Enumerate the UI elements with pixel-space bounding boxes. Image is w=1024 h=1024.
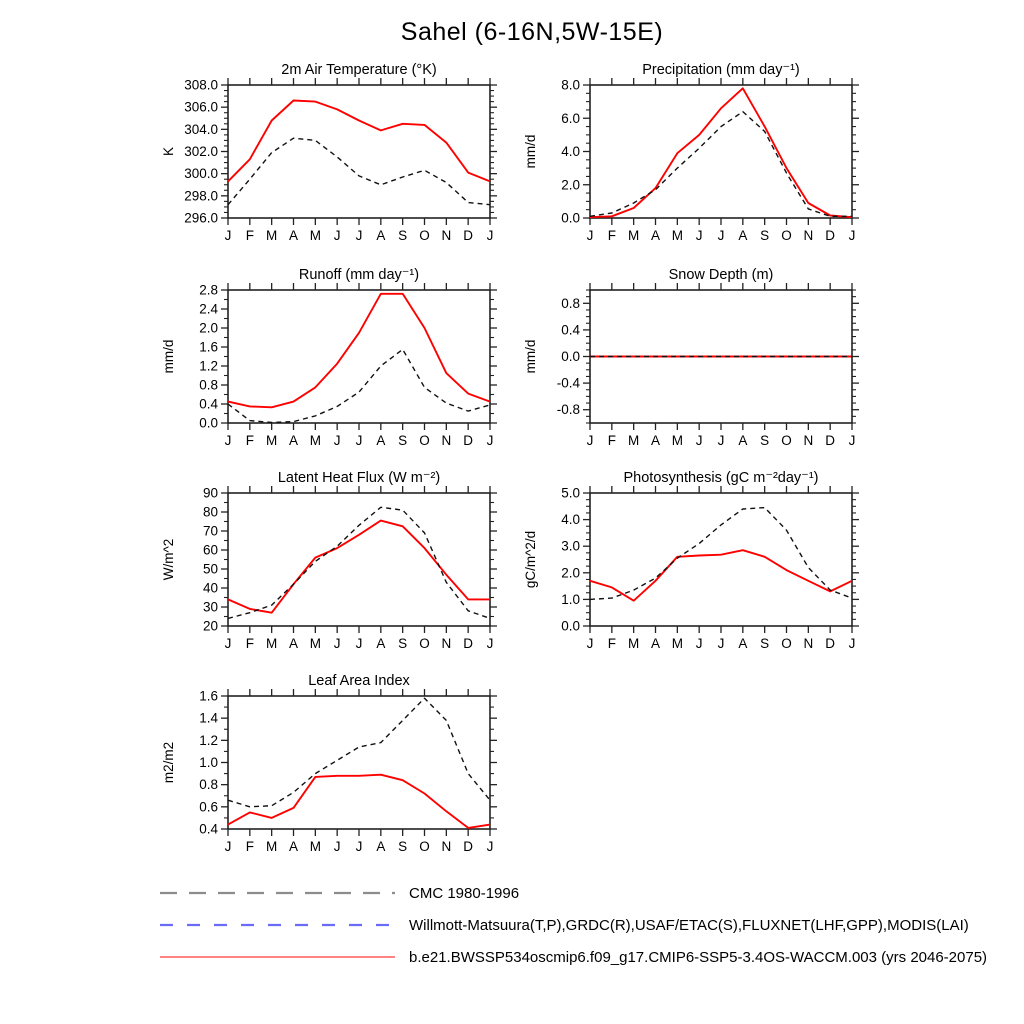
x-tick-label: A xyxy=(738,228,748,243)
plot-frame xyxy=(228,290,490,423)
x-tick-label: A xyxy=(288,433,299,448)
series-observations-line xyxy=(590,508,852,600)
y-tick-label: 0.4 xyxy=(199,396,218,412)
series-model-line xyxy=(228,521,490,613)
x-tick-label: N xyxy=(803,228,814,243)
y-tick-label: 1.0 xyxy=(561,591,580,607)
y-tick-label: 296.0 xyxy=(184,210,218,226)
y-tick-label: 8.0 xyxy=(561,77,580,93)
y-tick-label: 80 xyxy=(202,504,218,520)
x-tick-label: D xyxy=(825,433,836,448)
x-tick-label: D xyxy=(463,636,474,651)
legend-line-model-icon xyxy=(160,953,395,961)
x-tick-label: A xyxy=(650,433,661,448)
chart-photosynthesis xyxy=(510,465,870,665)
x-tick-label: J xyxy=(333,433,341,448)
legend-item-cmc xyxy=(160,877,987,909)
y-axis-label: m2/m2 xyxy=(161,741,176,784)
x-tick-label: M xyxy=(628,228,640,243)
series-observations-line xyxy=(228,349,490,422)
y-tick-label: 2.4 xyxy=(199,301,218,317)
x-tick-label: M xyxy=(628,636,640,651)
legend-line-willmott-icon xyxy=(160,921,395,929)
x-tick-label: J xyxy=(486,636,494,651)
x-tick-label: O xyxy=(781,228,792,243)
x-tick-label: N xyxy=(441,433,452,448)
x-tick-label: F xyxy=(245,228,254,243)
y-tick-label: 40 xyxy=(202,580,218,596)
y-tick-label: 1.6 xyxy=(199,688,218,704)
x-tick-label: S xyxy=(398,228,408,243)
x-tick-label: J xyxy=(586,433,594,448)
plot-frame xyxy=(590,85,852,218)
y-tick-label: 90 xyxy=(202,485,218,501)
series-model-line xyxy=(228,101,490,182)
x-tick-label: M xyxy=(309,839,321,854)
x-tick-label: M xyxy=(671,228,683,243)
y-tick-label: 304.0 xyxy=(184,121,218,137)
y-tick-label: 2.8 xyxy=(199,282,218,298)
panel-title: Leaf Area Index xyxy=(308,673,410,689)
x-tick-label: J xyxy=(486,433,494,448)
y-tick-label: 6.0 xyxy=(561,110,580,126)
x-tick-label: A xyxy=(288,636,299,651)
x-tick-label: N xyxy=(441,636,452,651)
x-tick-label: J xyxy=(695,636,703,651)
y-tick-label: 306.0 xyxy=(184,99,218,115)
y-tick-label: 0.0 xyxy=(199,415,218,431)
x-tick-label: O xyxy=(781,433,792,448)
x-tick-label: F xyxy=(607,433,616,448)
x-tick-label: M xyxy=(309,636,321,651)
x-tick-label: N xyxy=(803,636,814,651)
x-tick-label: J xyxy=(224,839,232,854)
y-axis-label: mm/d xyxy=(523,134,538,169)
x-tick-label: J xyxy=(695,433,703,448)
y-tick-label: 2.0 xyxy=(561,177,580,193)
y-tick-label: 1.2 xyxy=(199,358,218,374)
legend xyxy=(160,877,987,973)
series-observations-line xyxy=(228,698,490,807)
x-tick-label: D xyxy=(825,228,836,243)
x-tick-label: D xyxy=(463,433,474,448)
x-tick-label: J xyxy=(224,636,232,651)
x-tick-label: M xyxy=(671,636,683,651)
y-axis-label: K xyxy=(161,146,176,157)
x-tick-label: S xyxy=(760,228,770,243)
y-tick-label: 0.6 xyxy=(199,799,218,815)
y-tick-label: 0.4 xyxy=(199,821,218,837)
chart-runoff xyxy=(148,262,508,462)
x-tick-label: A xyxy=(738,433,748,448)
x-tick-label: J xyxy=(717,228,725,243)
panel-title: Photosynthesis (gC m⁻²day⁻¹) xyxy=(623,470,819,486)
x-tick-label: D xyxy=(463,228,474,243)
y-tick-label: 308.0 xyxy=(184,77,218,93)
x-tick-label: J xyxy=(333,839,341,854)
x-tick-label: F xyxy=(607,228,616,243)
y-tick-label: 300.0 xyxy=(184,166,218,182)
x-tick-label: M xyxy=(309,433,321,448)
x-tick-label: A xyxy=(376,839,386,854)
y-tick-label: 2.0 xyxy=(199,320,218,336)
x-tick-label: J xyxy=(224,228,232,243)
x-tick-label: J xyxy=(586,228,594,243)
x-tick-label: A xyxy=(738,636,748,651)
y-tick-label: 298.0 xyxy=(184,188,218,204)
x-tick-label: J xyxy=(355,433,363,448)
legend-item-willmott-matsuura xyxy=(160,909,987,941)
x-tick-label: S xyxy=(760,636,770,651)
chart-leaf-area-index xyxy=(148,668,508,868)
x-tick-label: M xyxy=(266,636,278,651)
x-tick-label: A xyxy=(288,839,299,854)
y-tick-label: 0.8 xyxy=(561,295,580,311)
y-tick-label: 0.8 xyxy=(199,777,218,793)
y-tick-label: 1.0 xyxy=(199,755,218,770)
x-tick-label: O xyxy=(419,839,430,854)
y-tick-label: -0.4 xyxy=(556,375,580,391)
figure-title: Sahel (6-16N,5W-15E) xyxy=(400,18,664,46)
x-tick-label: N xyxy=(803,433,814,448)
chart-precipitation xyxy=(510,57,870,257)
x-tick-label: O xyxy=(419,433,430,448)
panel-title: Precipitation (mm day⁻¹) xyxy=(642,62,800,78)
x-tick-label: M xyxy=(628,433,640,448)
series-model-line xyxy=(590,88,852,217)
y-tick-label: 3.0 xyxy=(561,538,580,554)
y-tick-label: 1.6 xyxy=(199,339,218,355)
y-tick-label: 0.4 xyxy=(561,322,580,338)
y-tick-label: 2.0 xyxy=(561,565,580,581)
x-tick-label: M xyxy=(266,228,278,243)
y-tick-label: 1.4 xyxy=(199,710,218,726)
x-tick-label: F xyxy=(245,839,254,854)
x-tick-label: O xyxy=(419,636,430,651)
x-tick-label: D xyxy=(825,636,836,651)
x-tick-label: A xyxy=(376,228,386,243)
panel-title: Latent Heat Flux (W m⁻²) xyxy=(277,470,441,486)
x-tick-label: S xyxy=(398,433,408,448)
x-tick-label: A xyxy=(376,433,386,448)
y-tick-label: -0.8 xyxy=(556,402,580,418)
x-tick-label: J xyxy=(586,636,594,651)
x-tick-label: N xyxy=(441,228,452,243)
y-tick-label: 50 xyxy=(202,561,218,577)
y-tick-label: 4.0 xyxy=(561,512,580,528)
y-tick-label: 70 xyxy=(202,523,218,539)
y-tick-label: 30 xyxy=(202,599,218,615)
y-tick-label: 302.0 xyxy=(184,144,218,159)
x-tick-label: J xyxy=(486,839,494,854)
chart-snow-depth xyxy=(510,262,870,462)
x-tick-label: J xyxy=(695,228,703,243)
panel-title: 2m Air Temperature (°K) xyxy=(281,62,437,78)
x-tick-label: J xyxy=(355,636,363,651)
plot-frame xyxy=(228,493,490,626)
x-tick-label: M xyxy=(266,433,278,448)
legend-line-cmc-icon xyxy=(160,889,395,897)
x-tick-label: J xyxy=(848,228,856,243)
x-tick-label: M xyxy=(266,839,278,854)
y-tick-label: 5.0 xyxy=(561,485,580,501)
x-tick-label: F xyxy=(245,433,254,448)
plot-frame xyxy=(228,85,490,218)
y-axis-label: gC/m^2/d xyxy=(523,530,538,589)
series-model-line xyxy=(590,550,852,601)
legend-label-model: b.e21.BWSSP534oscmip6.f09_g17.CMIP6-SSP5-3.4OS-WACCM.003 (yrs 2046-2075) xyxy=(409,948,988,966)
x-tick-label: S xyxy=(398,839,408,854)
x-tick-label: A xyxy=(650,636,661,651)
x-tick-label: J xyxy=(355,839,363,854)
y-axis-label: W/m^2 xyxy=(161,538,176,581)
series-observations-line xyxy=(228,507,490,618)
y-tick-label: 4.0 xyxy=(561,144,580,159)
y-tick-label: 20 xyxy=(202,618,218,634)
x-tick-label: S xyxy=(760,433,770,448)
x-tick-label: M xyxy=(671,433,683,448)
x-tick-label: J xyxy=(333,228,341,243)
y-tick-label: 1.2 xyxy=(199,732,218,748)
y-tick-label: 0.0 xyxy=(561,349,580,364)
x-tick-label: A xyxy=(288,228,299,243)
series-model-line xyxy=(228,294,490,408)
x-tick-label: S xyxy=(398,636,408,651)
x-tick-label: F xyxy=(607,636,616,651)
y-tick-label: 0.8 xyxy=(199,377,218,393)
x-tick-label: M xyxy=(309,228,321,243)
x-tick-label: J xyxy=(486,228,494,243)
x-tick-label: J xyxy=(224,433,232,448)
panel-title: Snow Depth (m) xyxy=(668,267,774,283)
x-tick-label: J xyxy=(848,636,856,651)
series-model-line xyxy=(228,775,490,828)
x-tick-label: N xyxy=(441,839,452,854)
y-tick-label: 0.0 xyxy=(561,618,580,634)
panel-title: Runoff (mm day⁻¹) xyxy=(298,267,420,283)
chart-2m-air-temperature xyxy=(148,57,508,257)
x-tick-label: J xyxy=(333,636,341,651)
x-tick-label: J xyxy=(848,433,856,448)
plot-frame xyxy=(590,493,852,626)
x-tick-label: J xyxy=(717,636,725,651)
x-tick-label: O xyxy=(419,228,430,243)
y-tick-label: 0.0 xyxy=(561,210,580,226)
x-tick-label: J xyxy=(355,228,363,243)
x-tick-label: J xyxy=(717,433,725,448)
legend-item-model-run xyxy=(160,941,987,973)
y-axis-label: mm/d xyxy=(523,339,538,374)
x-tick-label: A xyxy=(650,228,661,243)
plot-frame xyxy=(228,696,490,829)
chart-latent-heat-flux xyxy=(148,465,508,665)
series-observations-line xyxy=(590,112,852,217)
y-tick-label: 60 xyxy=(202,542,218,558)
x-tick-label: O xyxy=(781,636,792,651)
x-tick-label: F xyxy=(245,636,254,651)
y-axis-label: mm/d xyxy=(161,339,176,374)
legend-label-cmc: CMC 1980-1996 xyxy=(409,884,520,902)
legend-label-willmott: Willmott-Matsuura(T,P),GRDC(R),USAF/ETAC(S),FLUXNET(LHF,GPP),MODIS(LAI) xyxy=(409,916,969,934)
x-tick-label: D xyxy=(463,839,474,854)
x-tick-label: A xyxy=(376,636,386,651)
